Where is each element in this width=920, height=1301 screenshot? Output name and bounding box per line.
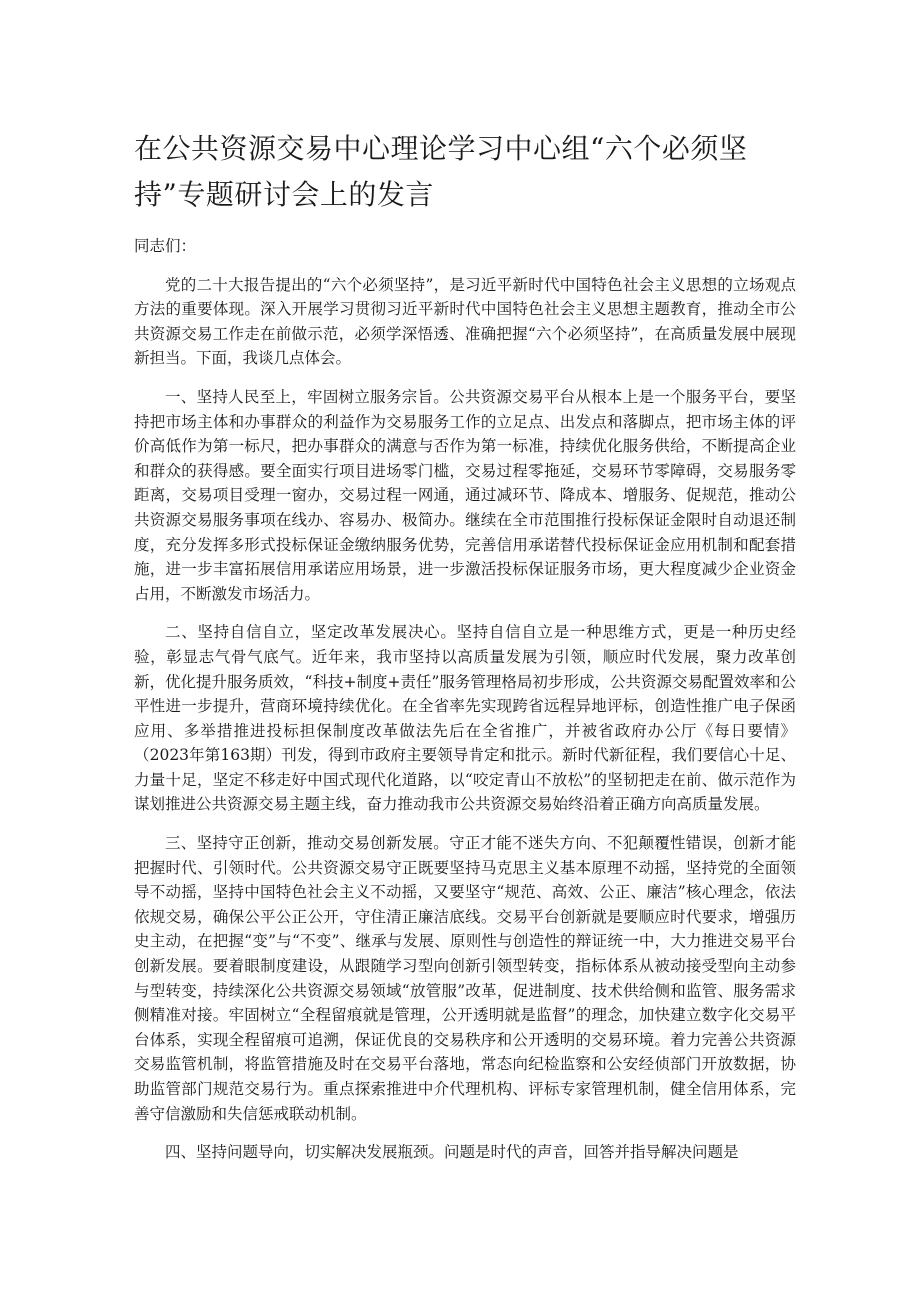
paragraph-section-4: 四、坚持问题导向，切实解决发展瓶颈。问题是时代的声音，回答并指导解决问题是 (165, 1143, 739, 1162)
document-title: 在公共资源交易中心理论学习中心组“六个必须坚持”专题研讨会上的发言 (134, 132, 748, 211)
document-body (134, 234, 796, 1179)
paragraph-section-1: 一、坚持人民至上，牢固树立服务宗旨。公共资源交易平台从根本上是一个服务平台，要坚持把市场主体和办事群众的利益作为交易服务工作的立足点、出发点和落脚点，把市场主体的评价高低作为第一标尺，把办事群众的满意与否作为第一标准，持续优化服务供给，不断提高企业和群众的获得感。要全面实行项目进场零门槛，交易过程零拖延，交易环节零障碍，交易服务零距离，交易项目受理一窗办，交易过程一网通，通过减环节、降成本、增服务、促规范，推动公共资源交易服务事项在线办、容易办、极简办。继续在全市范围推行投标保证金限时自动退还制度，充分发挥多形式投标保证金缴纳服务优势，完善信用承诺替代投标保证金应用机制和配套措施，进一步丰富拓展信用承诺应用场景，进一步激活投标保证服务市场，更大程度减少企业资金占用，不断激发市场活力。 (134, 387, 796, 603)
paragraph-intro: 党的二十大报告提出的“六个必须坚持”，是习近平新时代中国特色社会主义思想的立场观点方法的重要体现。深入开展学习贯彻习近平新时代中国特色社会主义思想主题教育，推动全市公共资源交易工作走在前做示范，必须学深悟透、准确把握“六个必须坚持”，在高质量发展中展现新担当。下面，我谈几点体会。 (134, 275, 796, 368)
salutation: 同志们： (134, 237, 197, 255)
paragraph-section-3: 三、坚持守正创新，推动交易创新发展。守正才能不迷失方向、不犯颠覆性错误，创新才能把握时代、引领时代。公共资源交易守正既要坚持马克思主义基本原理不动摇，坚持党的全面领导不动摇，坚持中国特色社会主义不动摇，又要坚守“规范、高效、公正、廉洁”核心理念，依法依规交易，确保公平公正公开，守住清正廉洁底线。交易平台创新就是要顺应时代要求，增强历史主动，在把握“变”与“不变”、继承与发展、原则性与创造性的辩证统一中，大力推进交易平台创新发展。要着眼制度建设，从跟随学习型向创新引领型转变，指标体系从被动接受型向主动参与型转变，持续深化公共资源交易领域“放管服”改革，促进制度、技术供给侧和监管、服务需求侧精准对接。牢固树立“全程留痕就是管理，公开透明就是监督”的理念，加快建立数字化交易平台体系，实现全程留痕可追溯，保证优良的交易秩序和公开透明的交易环境。着力完善公共资源交易监管机制，将监管措施及时在交易平台落地，常态向纪检监察和公安经侦部门开放数据，协助监管部门规范交易行为。重点探索推进中介代理机构、评标专家管理机制，健全信用体系，完善守信激励和失信惩戒联动机制。 (134, 834, 796, 1123)
paragraph-section-2: 二、坚持自信自立，坚定改革发展决心。坚持自信自立是一种思维方式，更是一种历史经验，彰显志气骨气底气。近年来，我市坚持以高质量发展为引领，顺应时代发展，聚力改革创新，优化提升服务质效，“科技+制度+责任”服务管理格局初步形成，公共资源交易配置效率和公平性进一步提升，营商环境持续优化。在全省率先实现跨省远程异地评标，创造性推广电子保函应用、多举措推进投标担保制度改革做法先后在全省推广，并被省政府办公厅《每日要情》（2023年第163期）刊发，得到市政府主要领导肯定和批示。新时代新征程，我们要信心十足、力量十足，坚定不移走好中国式现代化道路，以“咬定青山不放松”的坚韧把走在前、做示范作为谋划推进公共资源交易主题主线，奋力推动我市公共资源交易始终沿着正确方向高质量发展。 (134, 623, 796, 814)
